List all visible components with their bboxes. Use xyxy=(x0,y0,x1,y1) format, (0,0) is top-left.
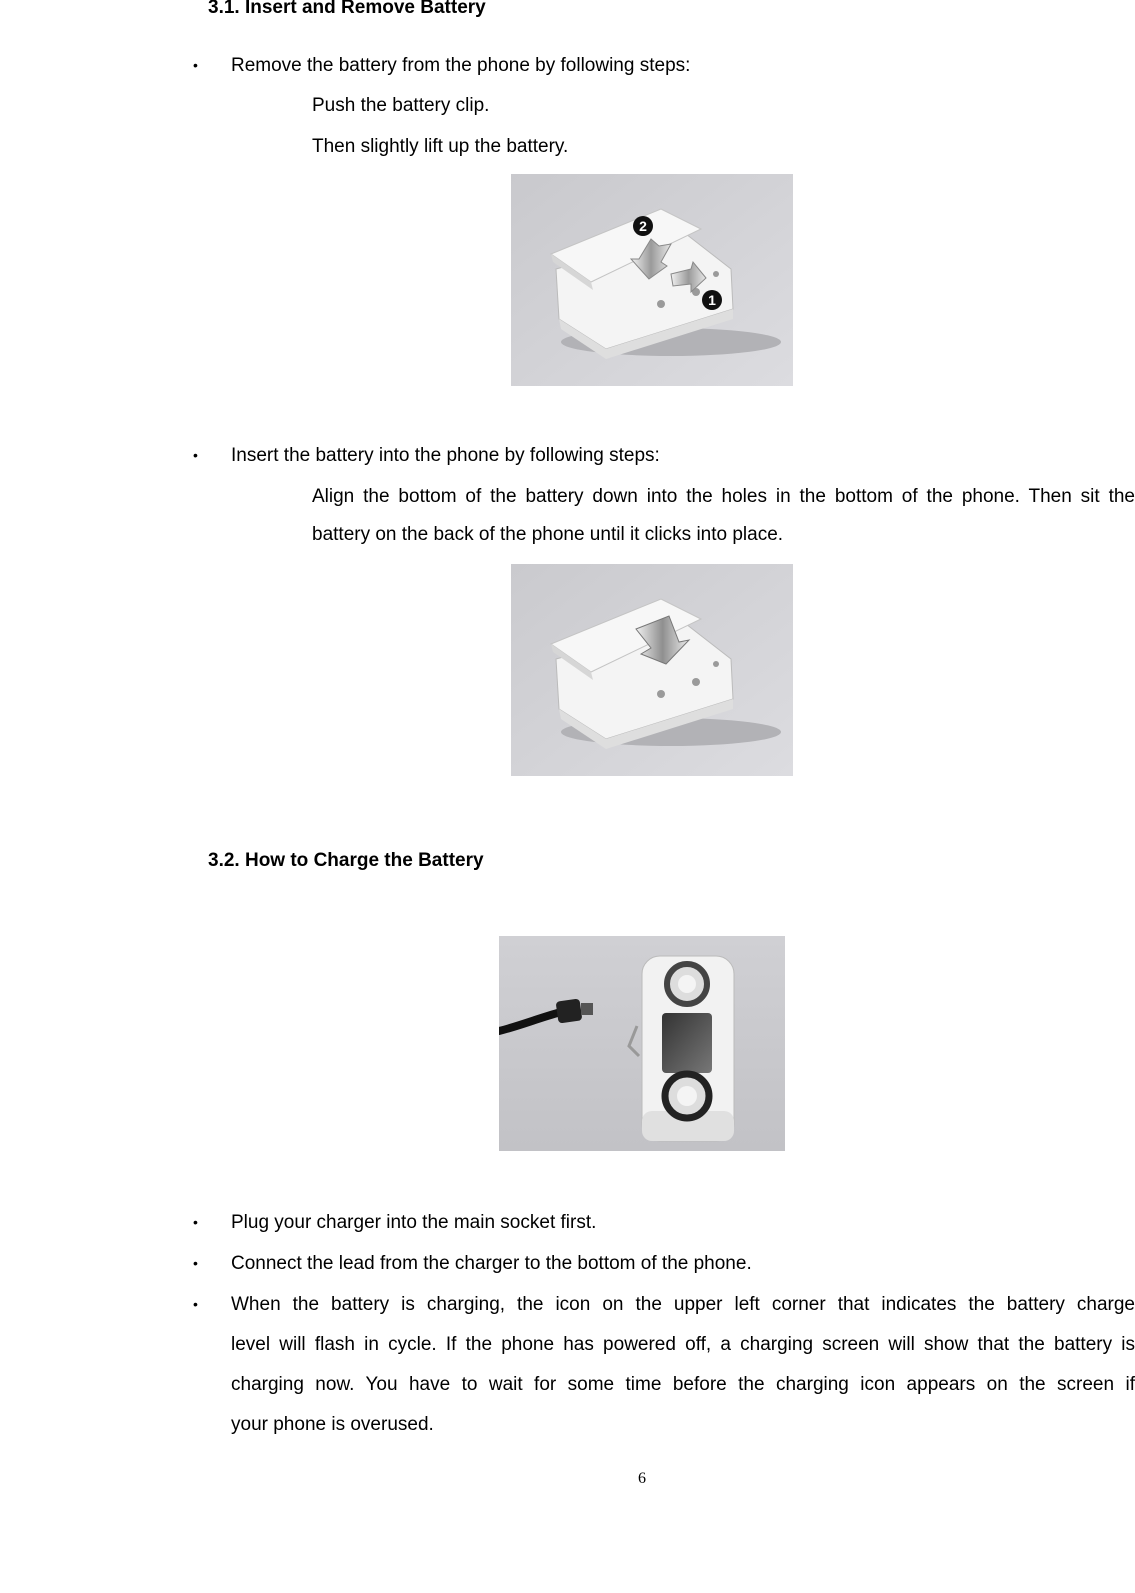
battery-removal-photo xyxy=(511,174,793,386)
insert-battery-bullet: Insert the battery into the phone by following steps: xyxy=(231,445,660,466)
insert-step-line-2: battery on the back of the phone until it clicks into place. xyxy=(312,524,784,545)
charging-illustration xyxy=(499,936,785,1151)
insert-step-line-1: Align the bottom of the battery down into the holes in the bottom of the phone. Then sit the xyxy=(312,486,1135,507)
charge-bullet-3-line-2: level will flash in cycle. If the phone has powered off, a charging screen will show that the battery is xyxy=(231,1334,1135,1355)
marker-2-label: 2 xyxy=(639,218,647,234)
bullet-marker: • xyxy=(193,1296,198,1312)
battery-insertion-illustration xyxy=(511,564,793,776)
charging-photo xyxy=(499,936,785,1151)
marker-1-label: 1 xyxy=(708,292,716,308)
bullet-marker: • xyxy=(193,447,198,463)
battery-insertion-photo xyxy=(511,564,793,776)
charge-bullet-3-line-4: your phone is overused. xyxy=(231,1414,434,1435)
bullet-marker: • xyxy=(193,57,198,73)
battery-removal-illustration xyxy=(511,174,793,386)
remove-battery-bullet: Remove the battery from the phone by following steps: xyxy=(231,55,691,76)
page-number: 6 xyxy=(638,1470,646,1487)
charge-bullet-1: Plug your charger into the main socket first. xyxy=(231,1212,597,1233)
section-heading-3-1: 3.1. Insert and Remove Battery xyxy=(208,0,486,18)
charge-bullet-3-line-3: charging now. You have to wait for some time before the charging icon appears on the screen if xyxy=(231,1374,1135,1395)
charge-bullet-3-line-1: When the battery is charging, the icon on the upper left corner that indicates the battery charge xyxy=(231,1294,1135,1315)
section-heading-3-2: 3.2. How to Charge the Battery xyxy=(208,850,484,871)
charge-bullet-2: Connect the lead from the charger to the bottom of the phone. xyxy=(231,1253,752,1274)
bullet-marker: • xyxy=(193,1214,198,1230)
bullet-marker: • xyxy=(193,1255,198,1271)
remove-step-1: Push the battery clip. xyxy=(312,95,490,116)
remove-step-2: Then slightly lift up the battery. xyxy=(312,136,569,157)
